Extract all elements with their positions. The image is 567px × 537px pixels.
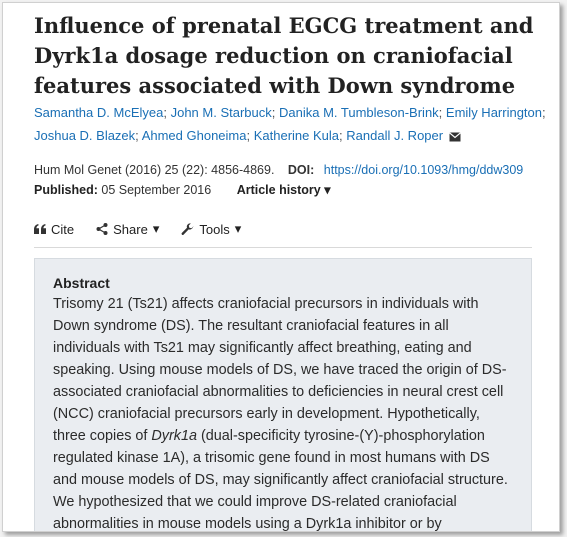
tools-label: Tools xyxy=(199,221,230,237)
doi-link[interactable]: https://doi.org/10.1093/hmg/ddw309 xyxy=(323,163,524,177)
tools-button[interactable] xyxy=(181,221,241,237)
article-history-label: Article history xyxy=(236,183,321,197)
article-title: Influence of prenatal EGCG treatment and Dyrk1a dosage reduction on craniofacial features associated with Down syndrome xyxy=(34,13,534,98)
doi-label: DOI: xyxy=(287,163,315,177)
author-separator: ; xyxy=(163,105,167,120)
author-link[interactable]: Joshua D. Blazek xyxy=(34,128,136,143)
author-separator: ; xyxy=(542,105,546,120)
gene-name: Dyrk1a xyxy=(151,428,197,444)
author-separator: ; xyxy=(271,105,276,120)
abstract-text-part-2: (dual-specificity tyrosine-(Y)-phosphorylation regulated kinase 1A), a trisomic gene found in most humans with DS and mouse models of DS, may significantly affect craniofacial structure. We hypothesized that we could improve DS-related craniofacial abnormalities in mouse models using a Dyrk1a inhibitor or by xyxy=(53,428,508,532)
article-toolbar xyxy=(34,221,241,237)
author-list xyxy=(34,101,549,147)
abstract-panel xyxy=(34,258,532,532)
wrench-icon xyxy=(181,223,194,236)
author-separator: ; xyxy=(438,105,443,120)
cite-button[interactable] xyxy=(34,222,74,237)
author-separator: ; xyxy=(339,128,343,143)
author-separator: ; xyxy=(135,128,139,143)
abstract-heading: Abstract xyxy=(53,275,110,291)
author-link[interactable]: Emily Harrington xyxy=(445,105,543,120)
screenshot-frame xyxy=(2,2,560,532)
published-label: Published: xyxy=(34,183,98,197)
abstract-text xyxy=(53,293,513,532)
author-link[interactable]: Ahmed Ghoneima xyxy=(141,128,247,143)
published-line xyxy=(34,180,549,200)
author-link[interactable]: Katherine Kula xyxy=(253,128,340,143)
citation-line xyxy=(34,160,549,180)
author-link[interactable]: Samantha D. McElyea xyxy=(34,105,164,120)
author-link[interactable]: Danika M. Tumbleson-Brink xyxy=(279,105,439,120)
caret-down-icon: ▾ xyxy=(152,221,160,236)
caret-down-icon: ▾ xyxy=(324,183,331,197)
citation-text: Hum Mol Genet (2016) 25 (22): 4856-4869. xyxy=(34,163,275,177)
article-history-dropdown[interactable] xyxy=(237,183,331,197)
share-icon xyxy=(96,223,108,235)
share-button[interactable] xyxy=(96,221,159,237)
cite-label: Cite xyxy=(51,221,75,237)
published-date: 05 September 2016 xyxy=(101,183,212,197)
author-separator: ; xyxy=(246,128,251,143)
author-link[interactable]: John M. Starbuck xyxy=(170,105,272,120)
author-link[interactable]: Randall J. Roper xyxy=(346,128,444,143)
quote-icon xyxy=(34,224,46,234)
envelope-icon[interactable] xyxy=(449,132,461,142)
share-label: Share xyxy=(113,221,148,237)
abstract-text-part-1: Trisomy 21 (Ts21) affects craniofacial precursors in individuals with Down syndrome (DS). The resultant craniofacial features in all individuals with Ts21 may significantly affect breathing, eating and speaking. Using mouse models of DS, we have traced the origin of DS-associated craniofacial abnormalities to deficiencies in neural crest cell (NCC) craniofacial precursors early in development. Hypothetically, three copies of xyxy=(53,296,507,444)
caret-down-icon: ▾ xyxy=(234,221,242,236)
divider xyxy=(34,247,532,248)
